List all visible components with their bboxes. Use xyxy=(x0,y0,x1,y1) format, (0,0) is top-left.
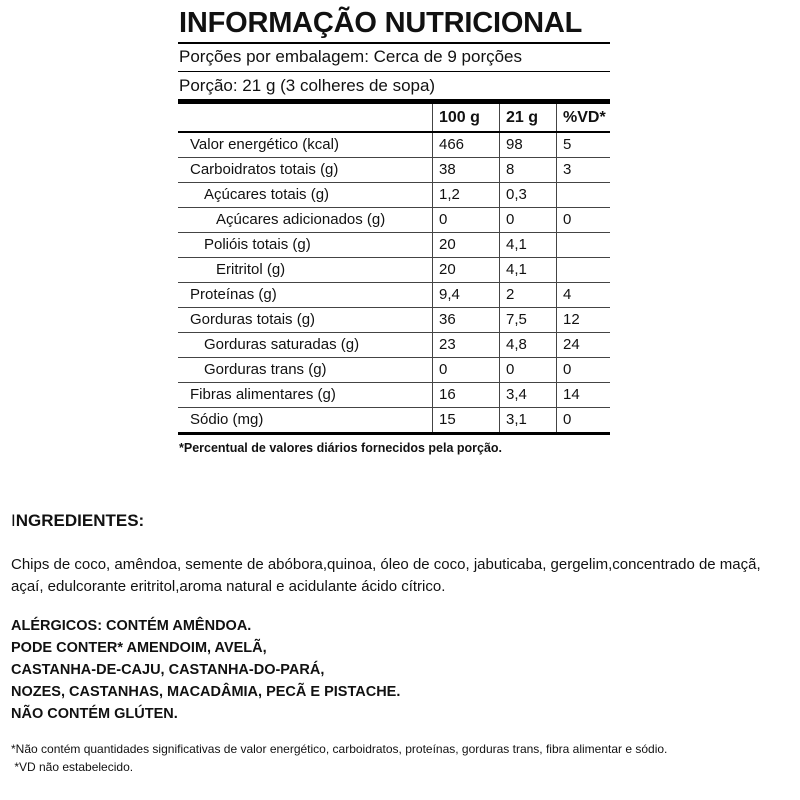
value-21g: 4,1 xyxy=(500,233,557,258)
nutrient-name: Açúcares adicionados (g) xyxy=(178,208,433,233)
header-100g: 100 g xyxy=(433,104,500,132)
table-row xyxy=(178,408,610,434)
table-row xyxy=(178,233,610,258)
allergen-line: CASTANHA-DE-CAJU, CASTANHA-DO-PARÁ, xyxy=(11,662,325,678)
value-vd: 0 xyxy=(557,408,611,434)
value-100g: 16 xyxy=(433,383,500,408)
table-row xyxy=(178,258,610,283)
value-vd xyxy=(557,183,611,208)
vd-footnote: *VD não estabelecido. xyxy=(11,760,134,774)
value-21g: 0 xyxy=(500,358,557,383)
nutrient-name: Carboidratos totais (g) xyxy=(178,158,433,183)
allergens-block xyxy=(11,615,400,725)
value-21g: 0 xyxy=(500,208,557,233)
value-21g: 2 xyxy=(500,283,557,308)
header-nutrient xyxy=(178,104,433,132)
value-vd: 5 xyxy=(557,132,611,158)
title-divider xyxy=(178,42,610,44)
value-vd: 4 xyxy=(557,283,611,308)
value-21g: 0,3 xyxy=(500,183,557,208)
nutrient-name: Fibras alimentares (g) xyxy=(178,383,433,408)
ingredients-title-rest: NGREDIENTES: xyxy=(15,511,145,530)
value-21g: 8 xyxy=(500,158,557,183)
value-100g: 1,2 xyxy=(433,183,500,208)
value-vd xyxy=(557,258,611,283)
value-21g: 3,1 xyxy=(500,408,557,434)
value-100g: 9,4 xyxy=(433,283,500,308)
allergen-line: NOZES, CASTANHAS, MACADÂMIA, PECÃ E PISTACHE. xyxy=(11,684,401,700)
value-21g: 4,1 xyxy=(500,258,557,283)
table-row xyxy=(178,208,610,233)
value-21g: 7,5 xyxy=(500,308,557,333)
nutrition-table xyxy=(178,104,610,435)
table-row xyxy=(178,183,610,208)
ingredients-title xyxy=(11,511,144,531)
value-100g: 466 xyxy=(433,132,500,158)
value-vd: 24 xyxy=(557,333,611,358)
ingredients-text: Chips de coco, amêndoa, semente de abóbora,quinoa, óleo de coco, jabuticaba, gergelim,concentrado de maçã, açaí, edulcorante eritritol,aroma natural e acidulante ácido cítrico. xyxy=(11,556,761,595)
table-header-row xyxy=(178,104,610,132)
value-21g: 3,4 xyxy=(500,383,557,408)
table-row xyxy=(178,333,610,358)
value-vd: 0 xyxy=(557,208,611,233)
value-100g: 0 xyxy=(433,358,500,383)
nutrient-name: Polióis totais (g) xyxy=(178,233,433,258)
header-vd: %VD* xyxy=(557,104,611,132)
value-vd: 0 xyxy=(557,358,611,383)
value-100g: 15 xyxy=(433,408,500,434)
value-vd xyxy=(557,233,611,258)
nutrition-table-body xyxy=(178,132,610,434)
table-row xyxy=(178,132,610,158)
value-21g: 4,8 xyxy=(500,333,557,358)
nutrient-name: Valor energético (kcal) xyxy=(178,132,433,158)
table-row xyxy=(178,283,610,308)
table-row xyxy=(178,158,610,183)
table-row xyxy=(178,308,610,333)
header-21g: 21 g xyxy=(500,104,557,132)
table-row xyxy=(178,383,610,408)
allergen-line: PODE CONTER* AMENDOIM, AVELÃ, xyxy=(11,640,267,656)
value-100g: 23 xyxy=(433,333,500,358)
value-vd: 12 xyxy=(557,308,611,333)
serving-size: Porção: 21 g (3 colheres de sopa) xyxy=(179,76,436,95)
nutrient-name: Eritritol (g) xyxy=(178,258,433,283)
nutrient-name: Açúcares totais (g) xyxy=(178,183,433,208)
value-100g: 0 xyxy=(433,208,500,233)
nutrient-name: Proteínas (g) xyxy=(178,283,433,308)
value-100g: 20 xyxy=(433,258,500,283)
label-footnote: *Percentual de valores diários fornecidos pela porção. xyxy=(179,441,503,455)
allergen-line: ALÉRGICOS: CONTÉM AMÊNDOA. xyxy=(11,618,252,634)
value-vd: 3 xyxy=(557,158,611,183)
value-100g: 38 xyxy=(433,158,500,183)
value-vd: 14 xyxy=(557,383,611,408)
value-100g: 36 xyxy=(433,308,500,333)
value-21g: 98 xyxy=(500,132,557,158)
value-100g: 20 xyxy=(433,233,500,258)
nutrient-name: Gorduras saturadas (g) xyxy=(178,333,433,358)
insignificant-footnote: *Não contém quantidades significativas de valor energético, carboidratos, proteínas, gorduras trans, fibra alimentar e sódio. xyxy=(11,742,668,756)
nutrient-name: Gorduras totais (g) xyxy=(178,308,433,333)
nutrient-name: Gorduras trans (g) xyxy=(178,358,433,383)
table-row xyxy=(178,358,610,383)
ingredients-title-initial: I xyxy=(11,511,16,530)
servings-per-package: Porções por embalagem: Cerca de 9 porções xyxy=(179,47,523,66)
nutrient-name: Sódio (mg) xyxy=(178,408,433,434)
allergen-line: NÃO CONTÉM GLÚTEN. xyxy=(11,706,178,722)
nutrition-title: INFORMAÇÃO NUTRICIONAL xyxy=(179,7,583,39)
servings-divider xyxy=(178,71,610,72)
